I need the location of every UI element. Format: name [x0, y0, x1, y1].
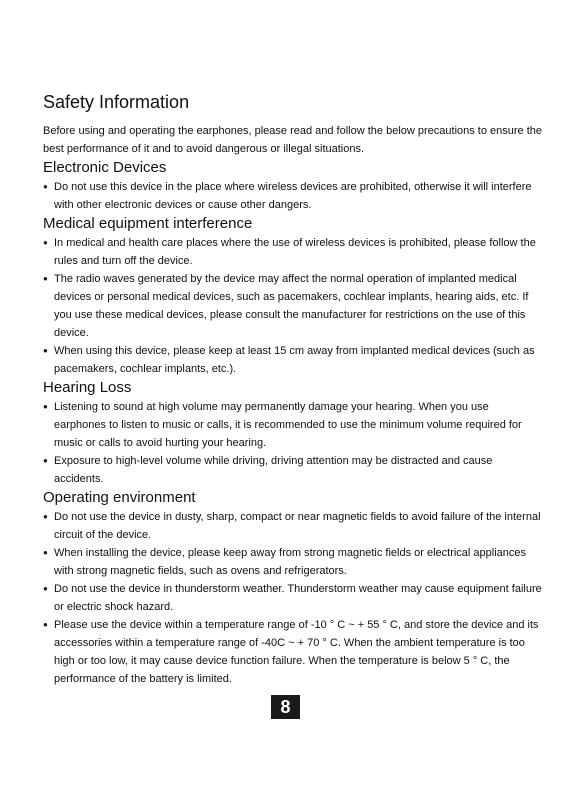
list-item: ● Listening to sound at high volume may permanently damage your hearing. When you use earphones to listen to music or calls, it is recommended to use the minimum volume required for music or calls to avoid hurting your hearing.	[43, 398, 543, 452]
list-item: ● Do not use this device in the place where wireless devices are prohibited, otherwise it will interfere with other electronic devices or cause other dangers.	[43, 178, 543, 214]
section-list-electronic-devices	[43, 178, 543, 214]
section-list-hearing-loss	[43, 398, 543, 488]
list-item: ● When using this device, please keep at least 15 cm away from implanted medical devices (such as pacemakers, cochlear implants, etc.).	[43, 342, 543, 378]
section-list-medical-equipment	[43, 234, 543, 378]
page-number: 8	[271, 695, 300, 719]
section-heading-operating-environment: Operating environment	[43, 489, 196, 506]
list-item: ● Please use the device within a temperature range of -10 ° C ~ + 55 ° C, and store the device and its accessories within a temperature range of -40C ~ + 70 ° C. When the ambient temperature is too high or too low, it may cause device function failure. When the temperature is below 5 ° C, the performance of the battery is limited.	[43, 616, 543, 688]
list-item: ● Exposure to high-level volume while driving, driving attention may be distracted and cause accidents.	[43, 452, 543, 488]
list-item: ● The radio waves generated by the device may affect the normal operation of implanted medical devices or personal medical devices, such as pacemakers, cochlear implants, hearing aids, etc. If you use these medical devices, please consult the manufacturer for restrictions on the use of this device.	[43, 270, 543, 342]
section-heading-medical-equipment: Medical equipment interference	[43, 215, 253, 232]
section-list-operating-environment	[43, 508, 543, 688]
list-item: ● Do not use the device in thunderstorm weather. Thunderstorm weather may cause equipment failure or electric shock hazard.	[43, 580, 543, 616]
document-page	[43, 90, 543, 688]
page-title: Safety Information	[43, 92, 190, 112]
list-item: ● In medical and health care places where the use of wireless devices is prohibited, please follow the rules and turn off the device.	[43, 234, 543, 270]
list-item: ● Do not use the device in dusty, sharp, compact or near magnetic fields to avoid failure of the internal circuit of the device.	[43, 508, 543, 544]
intro-paragraph: Before using and operating the earphones, please read and follow the below precautions to ensure the best performance of it and to avoid dangerous or illegal situations.	[43, 125, 543, 155]
section-heading-hearing-loss: Hearing Loss	[43, 379, 132, 396]
section-heading-electronic-devices: Electronic Devices	[43, 159, 167, 176]
list-item: ● When installing the device, please keep away from strong magnetic fields or electrical appliances with strong magnetic fields, such as ovens and refrigerators.	[43, 544, 543, 580]
